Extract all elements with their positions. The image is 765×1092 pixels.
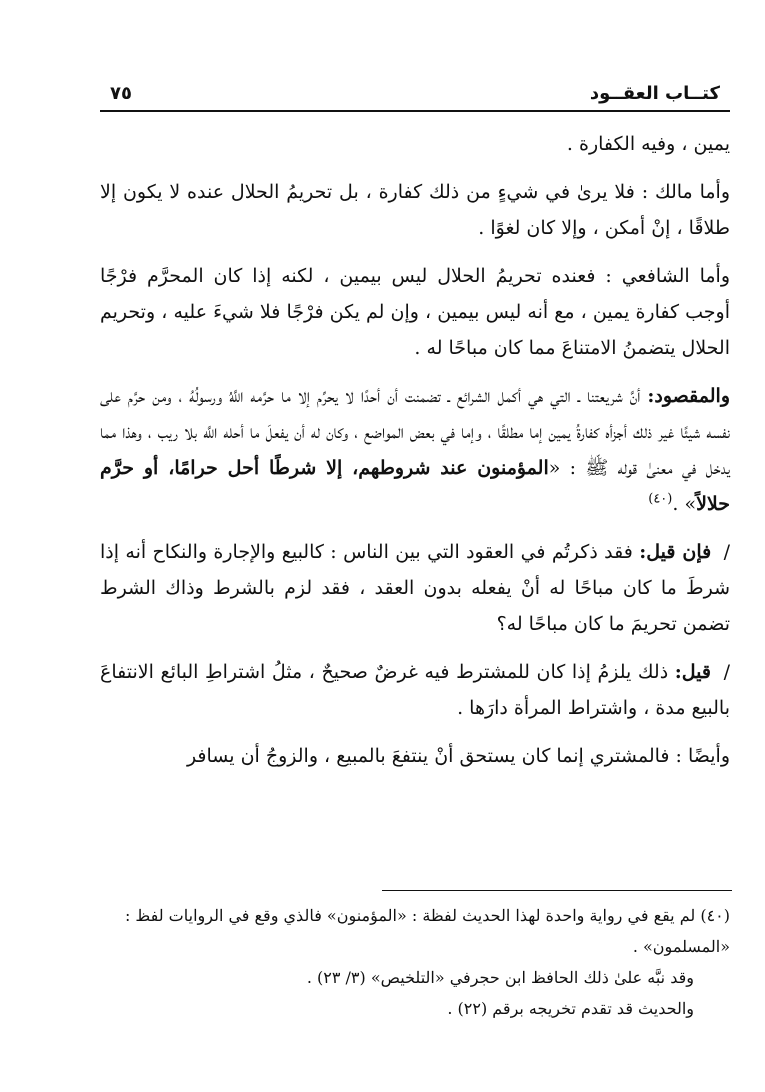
paragraph-7 [100, 738, 730, 774]
paragraph-5 [100, 534, 730, 642]
paragraph-2 [100, 174, 730, 246]
running-header [100, 70, 730, 112]
page-number: ٧٥ [110, 83, 132, 104]
paragraph-4 [100, 378, 730, 522]
footnote-40: (٤٠) لم يقع في رواية واحدة لهذا الحديث لفظة : «المؤمنون» فالذي وقع في الروايات لفظ : «المسلمون» . [124, 906, 730, 956]
paragraph-text: فعنده تحريمُ الحلال ليس بيمين ، لكنه إذا كان المحرَّم فرْجًا أوجب كفارة يمين ، مع أنه ليس بيمين ، وإن لم يكن فرْجًا فلا شيءَ عليه ، وتحريم الحلال يتضمنُ الامتناعَ مما كان مباحًا له . [100, 265, 730, 359]
paragraph-1 [100, 126, 730, 162]
paragraph-text: فالمشتري إنما كان يستحق أنْ ينتفعَ بالمبيع ، والزوجُ أن يسافر [186, 745, 670, 767]
footnote-reference: (٤٠) [648, 491, 673, 507]
paragraph-lead: والمقصود: [647, 385, 730, 407]
hadith-quote: المؤمنون عند شروطهم، إلا شرطًا أحل حرامًا، أو حرَّم حلالاً [100, 457, 730, 515]
paragraph-text: فقد ذكرتُم في العقود التي بين الناس : كالبيع والإجارة والنكاح أنه إذا شرطَ ما كان مباحًا له أنْ يفعله بدون العقد ، فقد لزم بالشرط وذاك الشرط تضمن تحريمَ ما كان مباحًا له؟ [100, 541, 730, 635]
section-mark: / [723, 541, 730, 563]
main-text [100, 126, 730, 774]
book-title: كتــاب العقــود [589, 83, 720, 104]
footnote-line: وقد نبَّه علىٰ ذلك الحافظ ابن حجرفي «التلخيص» (٣/ ٢٣) . [306, 968, 694, 987]
paragraph-lead: وأما الشافعي : [605, 265, 730, 287]
paragraph-text: فلا يرىٰ في شيءٍ من ذلك كفارة ، بل تحريمُ الحلال عنده لا يكون إلا طلاقًا ، إنْ أمكن ، وإلا كان لغوًا . [100, 181, 730, 239]
page [100, 70, 730, 786]
paragraph-text: ذلك يلزمُ إذا كان للمشترط فيه غرضٌ صحيحٌ ، مثلُ اشتراطِ البائع الانتفاعَ بالبيع مدة ، واشتراط المرأة دارَها . [100, 661, 730, 719]
footnote-separator [382, 890, 732, 891]
paragraph-text: يمين ، وفيه الكفارة . [566, 133, 730, 155]
paragraph-text: أنَّ شريعتنا ـ التي هي أكمل الشرائع ـ تضمنت أن أحدًا لا يحرِّم إلا ما حرَّمه اللَّهُ ورسولُهُ ، ومن حرَّم على نفسه شيئًا غير ذلك أجزأه كفارةُ يمين إما مطلقًا ، وإما في بعض المواضع ، وكان له أن يفعلَ ما أحله اللَّه بلا ريب ، وهذا مما يدخل في معنىٰ قوله ﷺ : « [100, 385, 730, 479]
footnotes [100, 900, 730, 1024]
paragraph-3 [100, 258, 730, 366]
paragraph-lead: وأما مالك : [641, 181, 730, 203]
paragraph-lead: فإن قيل: [639, 541, 712, 563]
paragraph-6 [100, 654, 730, 726]
section-mark: / [723, 661, 730, 683]
paragraph-lead: قيل: [674, 661, 711, 683]
footnote-line: والحديث قد تقدم تخريجه برقم (٢٢) . [447, 999, 694, 1018]
paragraph-lead: وأيضًا : [675, 745, 730, 767]
quote-close: » . [672, 493, 697, 515]
